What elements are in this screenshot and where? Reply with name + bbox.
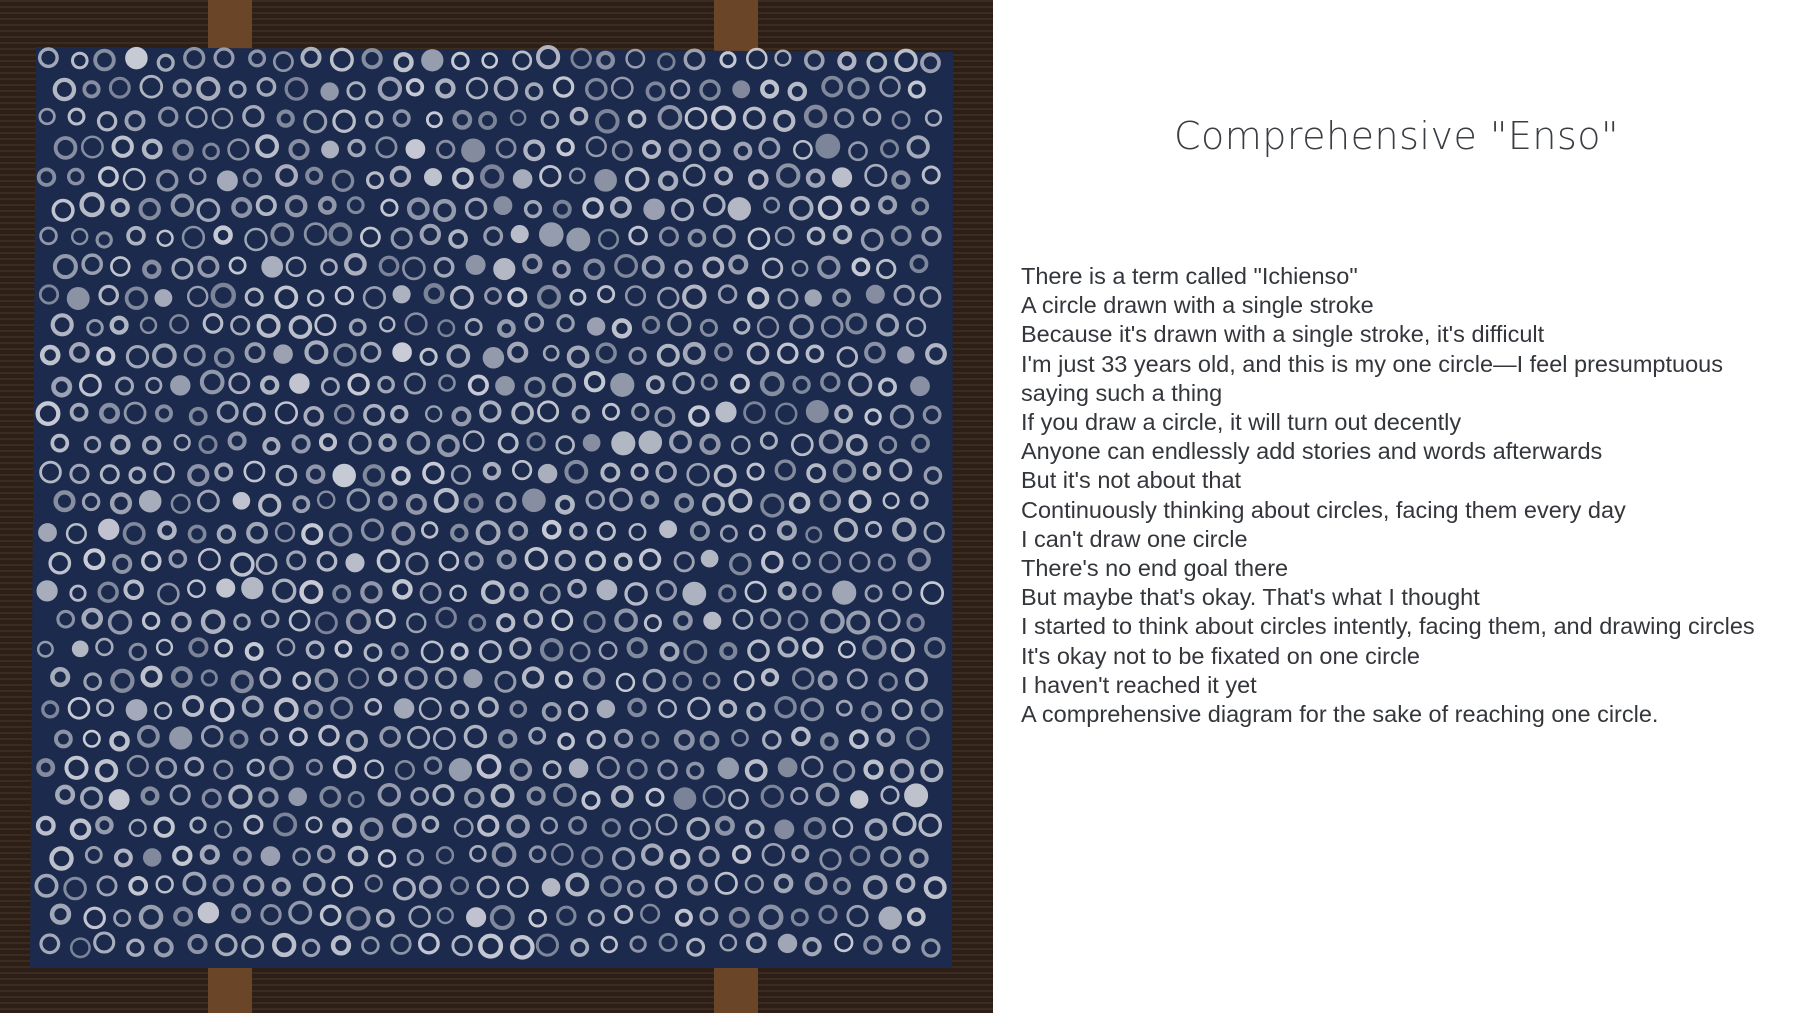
- pattern-circle: [868, 287, 883, 302]
- poem-line: I haven't reached it yet: [1021, 671, 1257, 698]
- poem-line: It's okay not to be fixated on one circle: [1021, 642, 1420, 669]
- pattern-circle: [717, 403, 735, 421]
- poem-line: There's no end goal there: [1021, 555, 1289, 582]
- pattern-circle: [145, 850, 159, 864]
- pattern-circle: [322, 84, 337, 99]
- pattern-circle: [290, 789, 305, 804]
- pattern-circle: [734, 82, 748, 96]
- pattern-circle: [234, 493, 249, 508]
- pattern-circle: [817, 136, 838, 157]
- poem-line: But maybe that's okay. That's what I thought: [1021, 584, 1480, 611]
- pattern-circle: [834, 169, 851, 186]
- pattern-circle: [347, 555, 362, 570]
- pattern-circle: [539, 465, 555, 481]
- pattern-circle: [599, 702, 613, 716]
- pattern-circle: [495, 259, 515, 279]
- pattern-circle: [543, 880, 559, 896]
- poem-line: saying such a thing: [1021, 379, 1223, 406]
- pattern-circle: [394, 287, 409, 302]
- pattern-circle: [702, 551, 717, 566]
- pattern-circle: [640, 432, 661, 453]
- poem-line: There is a term called "Ichienso": [1021, 263, 1358, 289]
- pattern-circle: [589, 319, 603, 333]
- pattern-circle: [263, 257, 282, 276]
- pattern-circle: [128, 701, 146, 719]
- pattern-circle: [468, 909, 485, 926]
- poem-line: Anyone can endlessly add stories and words afterwards: [1021, 438, 1603, 465]
- poem-line: Because it's drawn with a single stroke, it's difficult: [1021, 321, 1545, 348]
- pattern-circle: [218, 581, 233, 596]
- pattern-circle: [171, 728, 190, 747]
- pattern-circle: [243, 579, 261, 597]
- pattern-circle: [99, 520, 118, 539]
- pattern-circle: [127, 49, 145, 67]
- pattern-circle: [219, 172, 237, 190]
- pattern-circle: [423, 51, 442, 70]
- pattern-circle: [110, 791, 128, 809]
- pattern-circle: [140, 491, 160, 511]
- pattern-circle: [524, 490, 545, 511]
- pattern-circle: [276, 347, 291, 362]
- pattern-circle: [834, 582, 854, 602]
- pattern-circle: [172, 377, 190, 395]
- pattern-circle: [899, 348, 913, 362]
- pattern-circle: [780, 935, 796, 951]
- pattern-circle: [395, 345, 410, 360]
- pattern-circle: [396, 700, 412, 716]
- poem-line: If you draw a circle, it will turn out decently: [1021, 409, 1462, 436]
- pattern-circle: [323, 142, 338, 157]
- pattern-circle: [676, 790, 694, 808]
- pattern-circle: [684, 584, 704, 604]
- pattern-circle: [541, 225, 561, 245]
- pattern-circle: [598, 581, 616, 599]
- pattern-circle: [912, 378, 929, 395]
- pattern-circle: [40, 525, 56, 541]
- pattern-circle: [426, 170, 441, 185]
- poem-line: I can't draw one circle: [1021, 525, 1248, 552]
- pattern-circle: [38, 582, 56, 600]
- pattern-circle: [596, 171, 615, 190]
- page-title: Comprehensive "Enso": [1173, 114, 1620, 158]
- pattern-circle: [496, 198, 511, 213]
- pattern-circle: [780, 760, 796, 776]
- pattern-circle: [584, 435, 599, 450]
- poem-text: [1021, 262, 1755, 729]
- pattern-circle: [463, 140, 484, 161]
- pattern-circle: [485, 349, 502, 366]
- pattern-circle: [407, 141, 424, 158]
- pattern-circle: [262, 848, 279, 865]
- pattern-circle: [497, 378, 512, 393]
- pattern-circle: [468, 257, 484, 273]
- pattern-circle: [661, 522, 676, 537]
- poem-line: A comprehensive diagram for the sake of reaching one circle.: [1021, 701, 1659, 728]
- poem-line: But it's not about that: [1021, 467, 1242, 494]
- poem-line: A circle drawn with a single stroke: [1021, 292, 1374, 319]
- pattern-circle: [645, 201, 662, 218]
- pattern-circle: [73, 642, 87, 656]
- pattern-circle: [776, 822, 792, 838]
- pattern-circle: [613, 375, 633, 395]
- pattern-circle: [705, 613, 720, 628]
- pattern-circle: [68, 289, 88, 309]
- pattern-circle: [730, 199, 749, 218]
- poem-line: I'm just 33 years old, and this is my one circle—I feel presumptuous: [1021, 350, 1723, 377]
- pattern-circle: [806, 291, 820, 305]
- pattern-circle: [880, 908, 900, 928]
- poem-line: I started to think about circles intently, facing them, and drawing circles: [1021, 613, 1755, 640]
- pattern-circle: [450, 760, 470, 780]
- pattern-circle: [465, 671, 480, 686]
- pattern-circle: [335, 466, 354, 485]
- pattern-circle: [512, 227, 527, 242]
- pattern-circle: [568, 229, 589, 250]
- pattern-circle: [199, 904, 217, 922]
- pattern-circle: [291, 375, 309, 393]
- pattern-circle: [808, 402, 827, 421]
- pattern-circle: [514, 170, 531, 187]
- pattern-circle: [156, 291, 171, 306]
- text-panel: [993, 0, 1800, 1013]
- pattern-circle: [613, 433, 633, 453]
- pattern-circle: [852, 792, 867, 807]
- poem-line: Continuously thinking about circles, facing them every day: [1021, 496, 1626, 523]
- pattern-circle: [719, 759, 738, 778]
- pattern-circle: [571, 761, 587, 777]
- pattern-circle: [906, 785, 927, 806]
